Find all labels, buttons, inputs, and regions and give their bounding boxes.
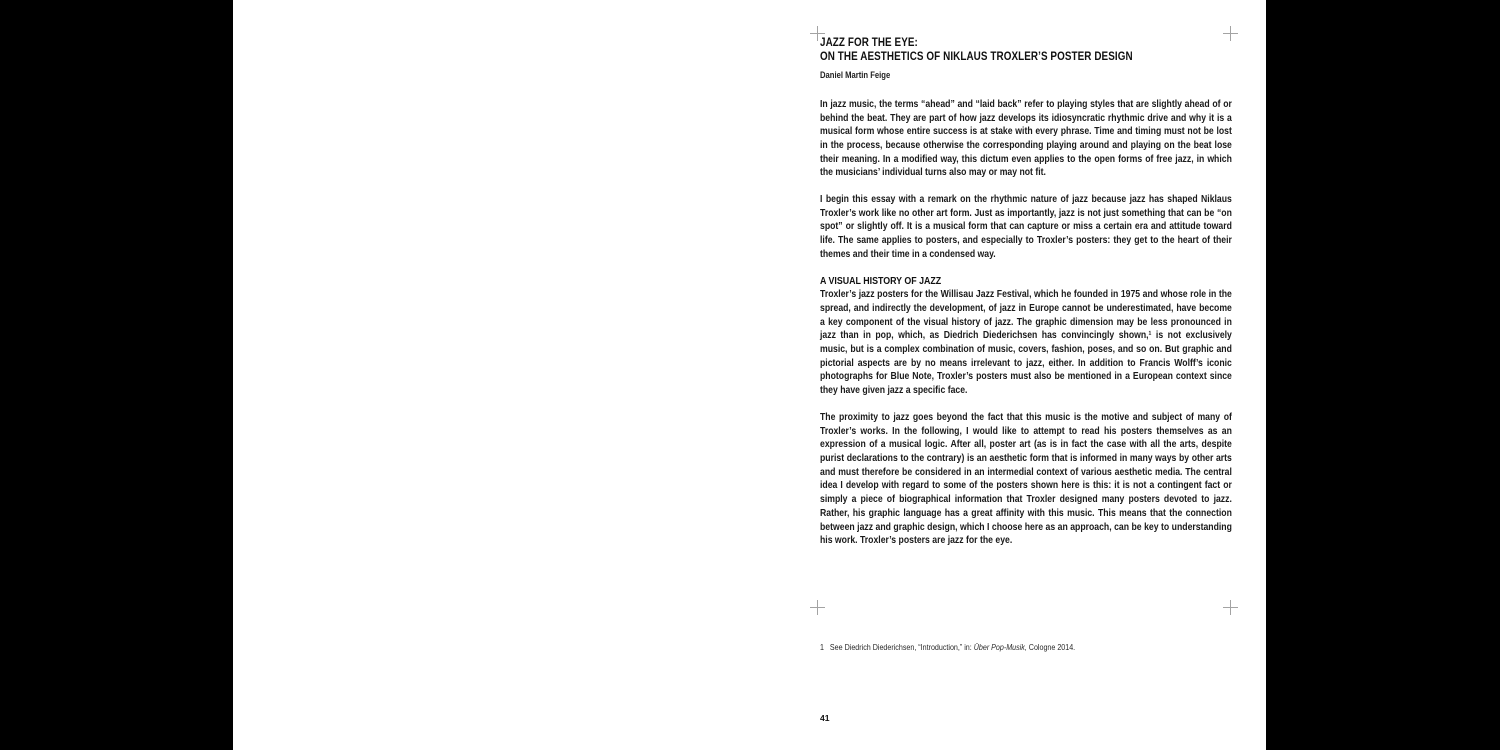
footnote-text-after: Cologne 2014. bbox=[1026, 642, 1076, 652]
footnote-marker: 1 bbox=[820, 642, 824, 652]
paragraph-4: The proximity to jazz goes beyond the fact that this music is the motive and subject of many of Troxler’s works. In the following, I would like to attempt to read his posters themselves as an expression of a musical logic. After all, poster art (as is in fact the case with all the arts, despite purist declarations to the contrary) is an aesthetic form that is informed in many ways by other arts and must therefore be considered in an intermedial context of various aesthetic media. The central idea I develop with regard to some of the posters shown here is this: it is not a contingent fact or simply a piece of biographical information that Troxler designed many posters devoted to jazz. Rather, his graphic language has a great affinity with this music. This means that the connection between jazz and graphic design, which I choose here as an approach, can be key to understanding his work. Troxler’s posters are jazz for the eye. bbox=[820, 411, 1232, 547]
page-number: 41 bbox=[820, 713, 830, 723]
article-title-line-1: JAZZ FOR THE EYE: bbox=[820, 36, 918, 49]
footnote bbox=[820, 642, 1232, 652]
crop-mark-bottom-right-icon bbox=[1223, 600, 1238, 615]
paragraph-1: In jazz music, the terms “ahead” and “laid back” refer to playing styles that are slightly ahead of or behind the beat. They are part of how jazz develops its idiosyncratic rhythmic drive and why it is a musical form whose entire success is at stake with every phrase. Time and timing must not be lost in the process, because otherwise the corresponding playing around and playing on the beat lose their meaning. In a modified way, this dictum even applies to the open forms of free jazz, in which the musicians’ individual turns also may or may not fit. bbox=[820, 98, 1232, 179]
article-column bbox=[820, 36, 1232, 548]
crop-mark-bottom-left-icon bbox=[810, 600, 825, 615]
footnote-work-title: Über Pop-Musik, bbox=[973, 642, 1027, 652]
article-title-line-2: ON THE AESTHETICS OF NIKLAUS TROXLER’S POSTER DESIGN bbox=[820, 50, 1133, 64]
footnote-text-before: See Diedrich Diederichsen, “Introduction,” in: bbox=[829, 642, 974, 652]
paragraph-3: Troxler’s jazz posters for the Willisau Jazz Festival, which he founded in 1975 and whose role in the spread, and indirectly the development, of jazz in Europe cannot be underestimated, have become a key component of the visual history of jazz. The graphic dimension may be less pronounced in jazz than in pop, which, as Diedrich Diederichsen has convincingly shown,¹ is not exclusively music, but is a complex combination of music, covers, fashion, poses, and so on. But graphic and pictorial aspects are by no means irrelevant to jazz, either. In addition to Francis Wolff’s iconic photographs for Blue Note, Troxler’s posters must also be mentioned in a European context since they have given jazz a specific face. bbox=[820, 289, 1232, 397]
article-title bbox=[820, 36, 1232, 65]
section-heading: A VISUAL HISTORY OF JAZZ bbox=[820, 275, 942, 287]
article-body bbox=[820, 98, 1232, 548]
book-page bbox=[233, 0, 1266, 750]
paragraph-2: I begin this essay with a remark on the rhythmic nature of jazz because jazz has shaped Niklaus Troxler’s work like no other art form. Just as importantly, jazz is not just something that can be “on spot” or slightly off. It is a musical form that can capture or miss a certain era and attitude toward life. The same applies to posters, and especially to Troxler’s posters: they get to the heart of their themes and their time in a condensed way. bbox=[820, 194, 1232, 260]
author-byline: Daniel Martin Feige bbox=[820, 69, 891, 80]
